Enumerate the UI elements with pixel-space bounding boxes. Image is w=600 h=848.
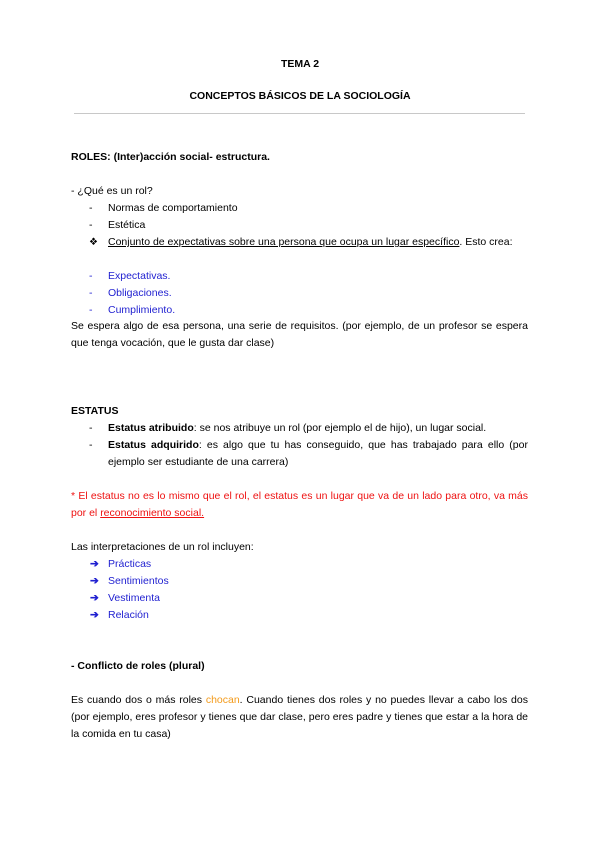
roles-paragraph: Se espera algo de esa persona, una serie de requisitos. (por ejemplo, de un profesor se espera que tenga vocación, que le gusta dar clase): [71, 320, 528, 349]
estatus-atribuido: [108, 420, 528, 437]
roles-definition: [108, 234, 528, 251]
interpretation-item: Vestimenta: [108, 592, 160, 604]
arrow-icon: ➔: [90, 558, 99, 570]
roles-heading: ROLES: (Inter)acción social- estructura.: [71, 151, 270, 163]
roles-question: - ¿Qué es un rol?: [71, 185, 153, 197]
arrow-icon: ➔: [90, 609, 99, 621]
dash-bullet: -: [89, 304, 93, 316]
dash-bullet: -: [89, 219, 93, 231]
creates-item: Obligaciones.: [108, 287, 172, 299]
conflicto-heading: - Conflicto de roles (plural): [71, 660, 205, 672]
roles-item: Estética: [108, 219, 146, 231]
definition-rest: . Esto crea:: [459, 236, 513, 248]
estatus-adquirido: [108, 437, 528, 471]
adquirido-label: Estatus adquirido: [108, 439, 199, 451]
interpretation-item: Relación: [108, 609, 149, 621]
conflicto-rest: . Cuando tienes dos roles y no puedes llevar a cabo los dos (por ejemplo, eres profesor y tienes que dar clase, pero eres padre y tienes que estar a la hora de la comida en tu casa): [71, 694, 528, 740]
atribuido-text: : se nos atribuye un rol (por ejemplo el de hijo), un lugar social.: [193, 422, 487, 434]
dash-bullet: -: [89, 439, 93, 451]
definition-underlined: Conjunto de expectativas sobre una persona que ocupa un lugar específico: [108, 236, 460, 248]
title-divider: [74, 113, 525, 114]
conflicto-highlight: chocan: [205, 694, 240, 706]
arrow-icon: ➔: [90, 575, 99, 587]
page-title: CONCEPTOS BÁSICOS DE LA SOCIOLOGÍA: [189, 90, 411, 102]
note-underlined: reconocimiento social.: [100, 507, 205, 519]
creates-item: Expectativas.: [108, 270, 171, 282]
estatus-note: [71, 488, 528, 522]
dash-bullet: -: [89, 287, 93, 299]
interpretation-item: Sentimientos: [108, 575, 169, 587]
tema-label: TEMA 2: [280, 58, 320, 70]
dash-bullet: -: [89, 422, 93, 434]
atribuido-label: Estatus atribuido: [108, 422, 194, 434]
roles-item: Normas de comportamiento: [108, 202, 238, 214]
estatus-heading: ESTATUS: [71, 405, 119, 417]
adquirido-text: : es algo que tu has conseguido, que has trabajado para ello (por ejemplo ser estudiante de una carrera): [108, 439, 528, 468]
dash-bullet: -: [89, 202, 93, 214]
arrow-icon: ➔: [90, 592, 99, 604]
creates-item: Cumplimiento.: [108, 304, 176, 316]
interpretations-intro: Las interpretaciones de un rol incluyen:: [71, 541, 254, 553]
diamond-bullet-icon: ❖: [89, 237, 98, 248]
note-prefix: * El estatus no es lo mismo que el rol, el estatus es un lugar que va de un lado para otro, va más por el: [71, 490, 528, 519]
interpretation-item: Prácticas: [108, 558, 152, 570]
dash-bullet: -: [89, 270, 93, 282]
conflicto-prefix: Es cuando dos o más roles: [71, 694, 206, 706]
conflicto-paragraph: [71, 692, 528, 743]
